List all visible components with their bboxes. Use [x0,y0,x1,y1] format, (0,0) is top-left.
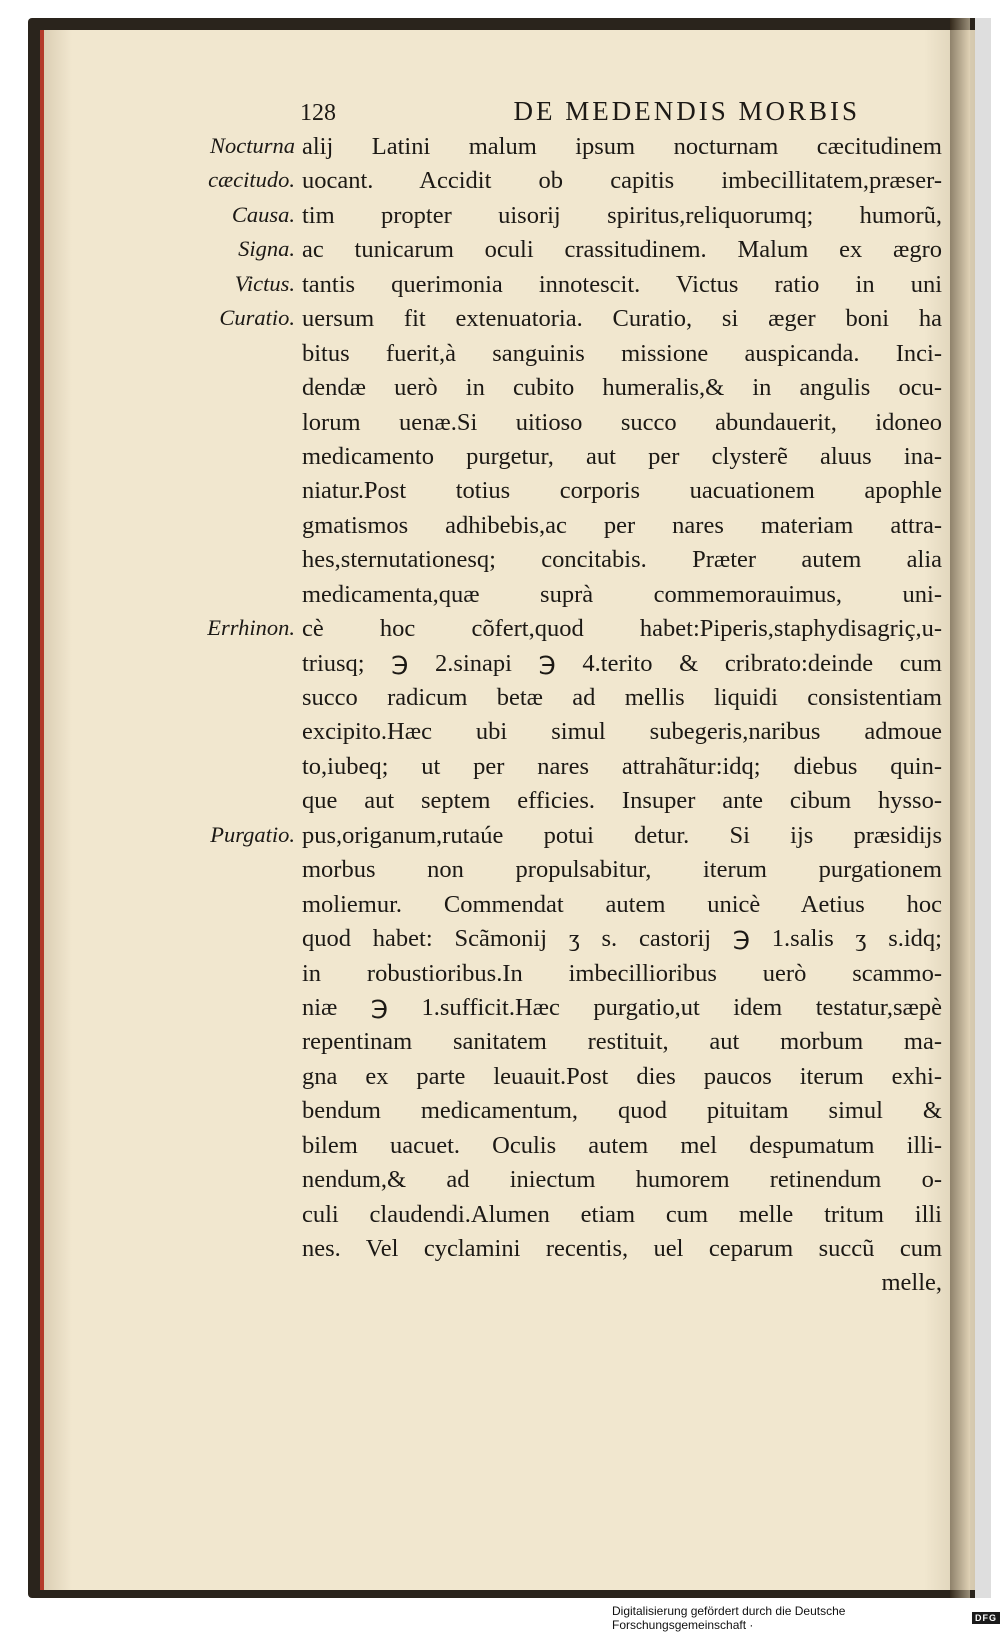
text-line: excipito.Hæc ubi simul subegeris,naribus admoue [302,718,942,746]
text-line: in robustioribus.In imbecillioribus uerò scammo- [302,959,942,987]
text-line: dendæ uerò in cubito humeralis,& in angulis ocu- [302,374,942,402]
text-line: quod habet: Scãmonij ʒ s. castorij ℈ 1.salis ʒ s.idq; [302,925,942,953]
page-edge-shadow [950,18,970,1598]
marginal-note: Curatio. [219,305,295,331]
text-line: medicamenta,quæ suprà commemorauimus, uni- [302,580,942,608]
text-line: bendum medicamentum, quod pituitam simul & [302,1097,942,1125]
text-line: niæ ℈ 1.sufficit.Hæc purgatio,ut idem testatur,sæpè [302,993,942,1021]
text-line: repentinam sanitatem restituit, aut morbum ma- [302,1028,942,1056]
marginal-note: Signa. [238,236,295,262]
text-line: culi claudendi.Alumen etiam cum melle tritum illi [302,1200,942,1228]
text-line: succo radicum betæ ad mellis liquidi consistentiam [302,684,942,711]
digitization-footer [612,1604,1000,1632]
marginal-note: Purgatio. [210,822,295,847]
text-line: bitus fuerit,à sanguinis missione auspicanda. Inci- [302,339,942,367]
scan-margin-strip [975,18,991,1598]
text-line: gmatismos adhibebis,ac per nares materiam attra- [302,511,942,539]
text-line: morbus non propulsabitur, iterum purgationem [302,856,942,884]
text-line: pus,origanum,rutaúe potui detur. Si ijs præsidijs [302,821,942,849]
running-head-title: DE MEDENDIS MORBIS [513,96,860,126]
marginal-note: cæcitudo. [208,167,295,193]
text-line: nes. Vel cyclamini recentis, uel ceparum succũ cum [302,1235,942,1262]
marginal-note: Victus. [234,270,295,296]
text-line: nendum,& ad iniectum humorem retinendum o- [302,1166,942,1194]
marginal-note: Errhinon. [207,615,295,641]
text-line: hes,sternutationesq; concitabis. Præter autem alia [302,546,942,574]
text-line: uocant. Accidit ob capitis imbecillitatem,præser- [302,167,942,195]
text-line: medicamento purgetur, aut per clysterẽ aluus ina- [302,442,942,470]
text-line: niatur.Post totius corporis uacuationem apophle [302,477,942,505]
text-line: ac tunicarum oculi crassitudinem. Malum ex ægro [302,236,942,264]
page-number: 128 [300,100,336,126]
text-line: alij Latini malum ipsum nocturnam cæcitudinem [302,133,942,160]
text-line: uersum fit extenuatoria. Curatio, si æger boni ha [302,305,942,333]
marginal-note: Causa. [231,201,295,227]
text-line: triusq; ℈ 2.sinapi ℈ 4.terito & cribrato:deinde cum [302,649,942,677]
text-line: tim propter uisorij spiritus,reliquorumq; humorũ, [302,201,942,229]
text-line: gna ex parte leuauit.Post dies paucos iterum exhi- [302,1062,942,1090]
text-line: cè hoc cõfert,quod habet:Piperis,staphydisagriç,u- [302,615,942,643]
marginal-note: Nocturna [209,133,295,158]
footer-text: Digitalisierung gefördert durch die Deutsche Forschungsgemeinschaft · [612,1604,846,1632]
text-line: to,iubeq; ut per nares attrahãtur:idq; diebus quin- [302,752,942,780]
text-line: tantis querimonia innotescit. Victus ratio in uni [302,270,942,298]
main-text-block [302,130,942,1301]
dfg-logo-icon: DFG [972,1612,1000,1624]
running-head [300,96,860,127]
text-line: que aut septem efficies. Insuper ante cibum hysso- [302,787,942,815]
text-line: moliemur. Commendat autem unicè Aetius hoc [302,890,942,918]
text-line: bilem uacuet. Oculis autem mel despumatum illi- [302,1131,942,1159]
text-line: melle, [881,1269,942,1297]
text-line: lorum uenæ.Si uitioso succo abundauerit, idoneo [302,408,942,436]
